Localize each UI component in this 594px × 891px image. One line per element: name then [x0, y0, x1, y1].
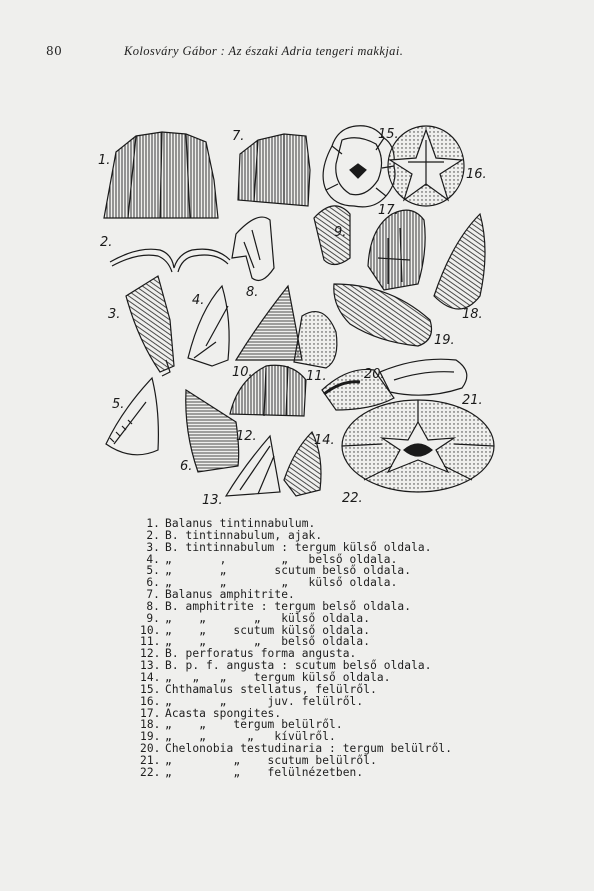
legend-row: 12. B. perforatus forma angusta.	[140, 647, 357, 661]
specimen-16-drawing	[388, 126, 464, 206]
label-15: 15.	[378, 127, 399, 142]
label-7: 7.	[232, 129, 245, 144]
label-2: 2.	[100, 235, 113, 250]
specimen-17-drawing	[368, 210, 425, 290]
legend-row: 20. Chelonobia testudinaria : tergum belülről.	[140, 742, 453, 756]
label-8: 8.	[246, 285, 259, 300]
specimen-1-drawing	[104, 132, 218, 218]
page-header	[0, 44, 594, 64]
label-17: 17.	[378, 203, 399, 218]
label-5: 5.	[112, 397, 125, 412]
legend-row: 8. B. amphitrite : tergum belső oldala.	[146, 599, 412, 613]
legend-row: 22. „ „ felülnézetben.	[140, 765, 364, 779]
legend-row: 3. B. tintinnabulum : tergum külső oldala.	[146, 540, 432, 554]
specimen-8-drawing	[232, 217, 274, 280]
page-number: 80	[46, 44, 63, 58]
specimen-18-drawing	[434, 214, 485, 309]
label-14: 14.	[314, 433, 335, 448]
specimen-2-drawing	[110, 249, 230, 272]
specimen-22-drawing	[342, 400, 494, 492]
label-18: 18.	[462, 307, 483, 322]
legend-row: 1. Balanus tintinnabulum.	[146, 517, 316, 530]
legend-row: 5. „ „ scutum belső oldala.	[146, 564, 412, 578]
label-9: 9.	[334, 225, 347, 240]
legend-row: 6. „ „ „ külső oldala.	[146, 576, 398, 590]
specimen-21-drawing	[380, 359, 467, 395]
label-21: 21.	[462, 393, 483, 408]
legend-row: 13. B. p. f. angusta : scutum belső oldala.	[140, 659, 432, 673]
specimen-3-drawing	[126, 276, 174, 376]
specimen-19-drawing	[334, 284, 432, 346]
label-22: 22.	[342, 491, 363, 506]
legend-row: 4. „ , „ belső oldala.	[146, 552, 398, 566]
legend-row: 21. „ „ scutum belülről.	[140, 753, 377, 767]
running-title: Kolosváry Gábor : Az északi Adria tengeri makkjai.	[124, 44, 404, 58]
legend-row: 10. „ „ scutum külső oldala.	[140, 623, 371, 637]
legend-row: 15. Chthamalus stellatus, felülről.	[140, 682, 377, 696]
legend-row: 19. „ „ „ kívülről.	[140, 730, 336, 744]
legend-row: 7. Balanus amphitrite.	[146, 588, 295, 602]
figure-legend	[140, 517, 453, 779]
label-10: 10.	[232, 365, 253, 380]
barnacle-plate-figure	[88, 110, 508, 510]
specimen-7-drawing	[238, 134, 310, 206]
label-6: 6.	[180, 459, 193, 474]
legend-row: 17. Acasta spongites.	[140, 706, 282, 720]
legend-row: 14. „ „ „ tergum külső oldala.	[140, 670, 391, 684]
legend-row: 16. „ „ juv. felülről.	[140, 694, 364, 708]
label-11: 11.	[306, 369, 327, 384]
specimen-5-drawing	[106, 378, 158, 455]
legend-row: 9. „ „ „ külső oldala.	[146, 611, 371, 625]
label-4: 4.	[192, 293, 205, 308]
legend-row: 11. „ „ „ belső oldala.	[140, 635, 371, 649]
label-12: 12.	[236, 429, 257, 444]
specimen-11-drawing	[294, 312, 337, 368]
legend-row: 18. „ „ tergum belülről.	[140, 718, 343, 732]
specimen-6-drawing	[186, 390, 239, 472]
label-3: 3.	[108, 307, 121, 322]
label-20: 20.	[364, 367, 385, 382]
legend-row: 2. B. tintinnabulum, ajak.	[146, 528, 323, 542]
label-16: 16.	[466, 167, 487, 182]
label-1: 1.	[98, 153, 111, 168]
label-19: 19.	[434, 333, 455, 348]
label-13: 13.	[202, 493, 223, 508]
